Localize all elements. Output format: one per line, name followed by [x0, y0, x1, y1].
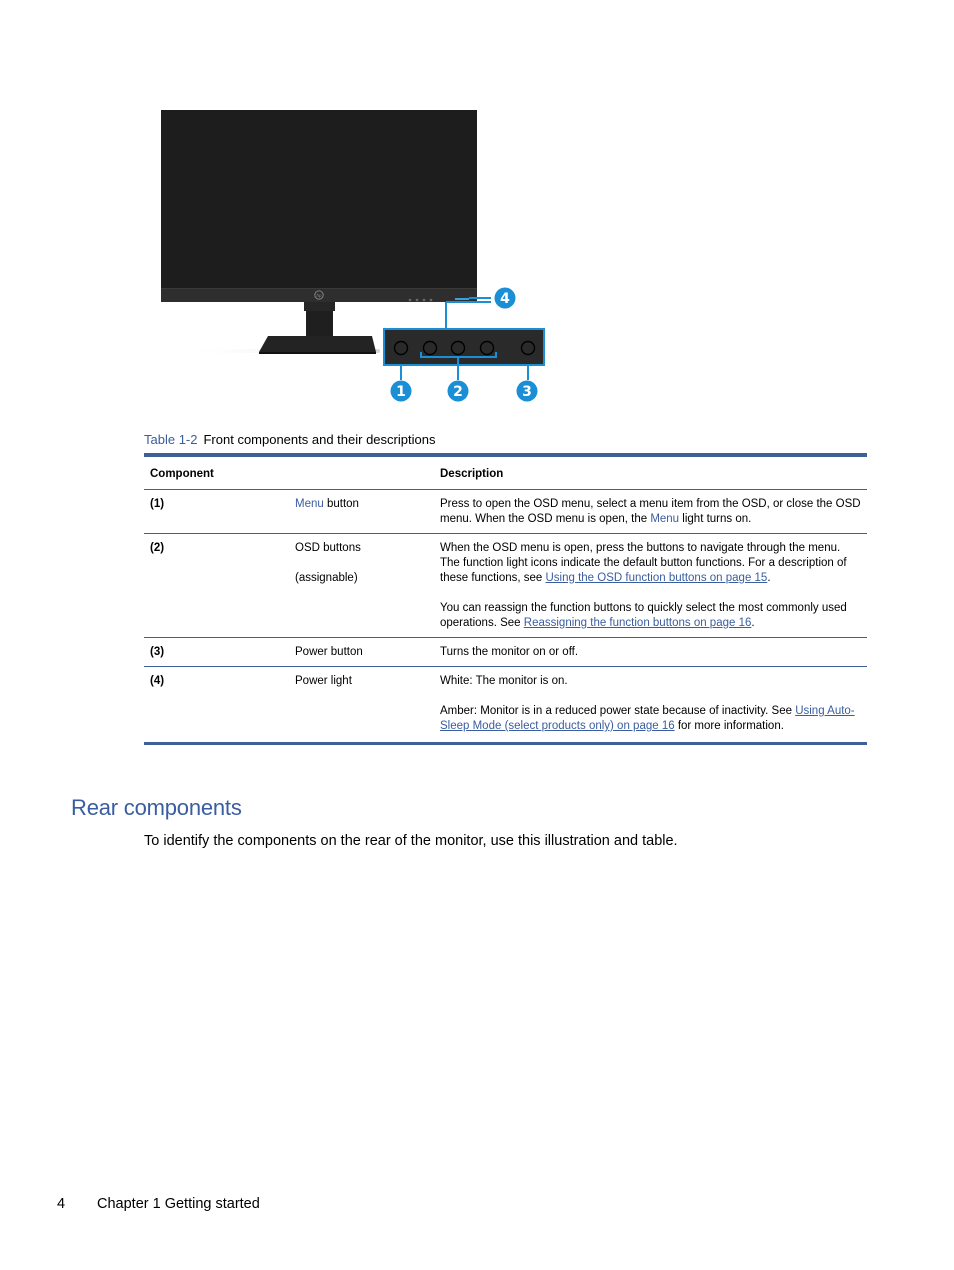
callout-1 — [391, 381, 412, 402]
link-auto-sleep-mode[interactable]: Using Auto-Sleep Mode (select products only) on page 16 — [440, 705, 855, 732]
row-description: White: The monitor is on. Amber: Monitor is in a reduced power state because of inactivity. See Using Auto-Sleep Mode (select products only) on page 16 for more information. — [434, 667, 867, 744]
row-id: (3) — [144, 638, 289, 667]
row-component: OSD buttons (assignable) — [289, 534, 434, 638]
table-row — [144, 638, 867, 667]
chapter-title: Chapter 1 Getting started — [97, 1196, 260, 1212]
row-description: Turns the monitor on or off. — [434, 638, 867, 667]
table-title: Front components and their descriptions — [203, 432, 436, 447]
table-row — [144, 667, 867, 744]
callout-4 — [495, 288, 516, 309]
svg-text:hp: hp — [316, 293, 322, 298]
power-light — [455, 298, 469, 300]
svg-text:1: 1 — [396, 384, 406, 400]
svg-text:3: 3 — [522, 384, 532, 400]
section-heading: Rear components — [71, 795, 242, 820]
row-description: Press to open the OSD menu, select a menu item from the OSD, or close the OSD menu. When the OSD menu is open, the Menu light turns on. — [434, 490, 867, 534]
monitor-screen — [161, 110, 477, 302]
header-component: Component — [144, 455, 434, 490]
table-caption — [144, 432, 435, 447]
header-description: Description — [434, 455, 867, 490]
monitor-front-illustration — [150, 100, 550, 405]
row-id: (1) — [144, 490, 289, 534]
row-component: Menu button — [289, 490, 434, 534]
link-osd-function-buttons[interactable]: Using the OSD function buttons on page 15 — [545, 572, 768, 584]
callout-2 — [448, 381, 469, 402]
row-id: (4) — [144, 667, 289, 744]
row-component: Power button — [289, 638, 434, 667]
row-id: (2) — [144, 534, 289, 638]
menu-term: Menu — [650, 513, 680, 525]
table-number: Table 1-2 — [144, 432, 198, 447]
row-component: Power light — [289, 667, 434, 744]
callout-3 — [517, 381, 538, 402]
link-reassigning-function-buttons[interactable]: Reassigning the function buttons on page 16 — [523, 617, 752, 629]
menu-term: Menu — [295, 498, 324, 510]
table-row — [144, 534, 867, 638]
front-components-table — [144, 453, 867, 745]
page-number: 4 — [57, 1196, 66, 1212]
svg-text:4: 4 — [500, 291, 510, 307]
row-description: When the OSD menu is open, press the buttons to navigate through the menu. The function light icons indicate the default button functions. For a description of these functions, see Using the OSD function buttons on page 15. You can reassign the function buttons to quickly select the most commonly used operations. See Reassigning the function buttons on page 16. — [434, 534, 867, 638]
page-footer — [57, 1196, 260, 1212]
section-intro: To identify the components on the rear of the monitor, use this illustration and table. — [144, 833, 678, 849]
table-header-row — [144, 455, 867, 490]
svg-text:2: 2 — [453, 384, 463, 400]
table-row — [144, 490, 867, 534]
